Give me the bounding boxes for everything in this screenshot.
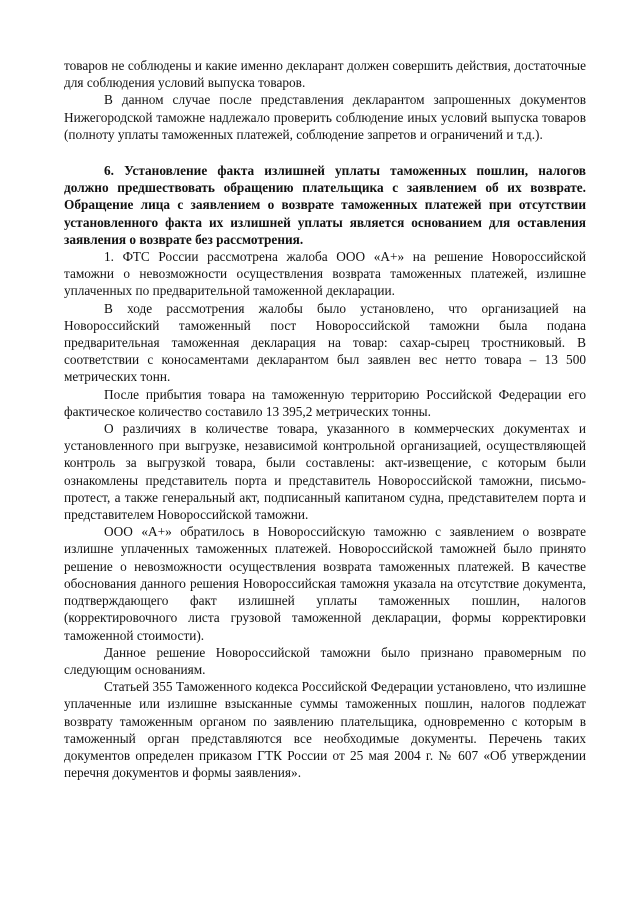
paragraph-refund-request: ООО «А+» обратилось в Новороссийскую таможню с заявлением о возврате излишне уплаченных таможенных платежей. Новороссийской таможней было принято решение о невозможности осуществления возврата таможенных платежей. В качестве обоснования данного решения Новороссийская таможня указала на отсутствие документа, подтверждающего факт излишней уплаты таможенных пошлин, налогов (корректировочного листа грузовой таможенной декларации, формы корректировки таможенной стоимости).	[64, 524, 586, 643]
paragraph-spacer	[64, 143, 586, 162]
document-body	[64, 57, 586, 781]
paragraph-differences: О различиях в количестве товара, указанного в коммерческих документах и установленного при выгрузке, независимой контрольной организацией, осуществляющей контроль за выгрузкой товара, были составлены: акт-извещение, с которым были ознакомлены представитель порта и представитель Новороссийской таможни, письмо-протест, а также генеральный акт, подписанный капитаном судна, представителем порта и представителем Новороссийской таможни.	[64, 421, 586, 523]
paragraph-investigation: В ходе рассмотрения жалобы было установлено, что организацией на Новороссийский таможенный пост Новороссийской таможни была подана предварительная таможенная декларация на товар: сахар-сырец тростниковый. В соответствии с коносаментами декларантом был заявлен вес нетто товара – 13 500 метрических тонн.	[64, 300, 586, 385]
section-heading-6: 6. Установление факта излишней уплаты таможенных пошлин, налогов должно предшествовать обращению плательщика с заявлением об их возврате. Обращение лица с заявлением о возврате таможенных платежей при отсутствии установленного факта их излишней уплаты является основанием для оставления заявления о возврате без рассмотрения.	[64, 163, 586, 247]
paragraph-complaint: 1. ФТС России рассмотрена жалоба ООО «А+» на решение Новороссийской таможни о невозможности осуществления возврата таможенных платежей, излишне уплаченных по предварительной таможенной декларации.	[64, 249, 586, 299]
paragraph-article-355: Статьей 355 Таможенного кодекса Российской Федерации установлено, что излишне уплаченные или излишне взысканные суммы таможенных пошлин, налогов подлежат возврату таможенным органом по заявлению плательщика, одновременно с которым в таможенный орган представляются все необходимые документы. Перечень таких документов определен приказом ГТК России от 25 мая 2004 г. № 607 «Об утверждении перечня документов и формы заявления».	[64, 679, 586, 781]
paragraph-actual-quantity: После прибытия товара на таможенную территорию Российской Федерации его фактическое количество составило 13 395,2 метрических тонны.	[64, 386, 586, 419]
paragraph-decision-lawful: Данное решение Новороссийской таможни было признано правомерным по следующим основаниям.	[64, 644, 586, 677]
paragraph-continuation: товаров не соблюдены и какие именно декларант должен совершить действия, достаточные для соблюдения условий выпуска товаров.	[64, 58, 586, 91]
paragraph-nizhny-check: В данном случае после представления декларантом запрошенных документов Нижегородской таможне надлежало проверить соблюдение иных условий выпуска товаров (полноту уплаты таможенных платежей, соблюдение запретов и ограничений и т.д.).	[64, 92, 586, 142]
